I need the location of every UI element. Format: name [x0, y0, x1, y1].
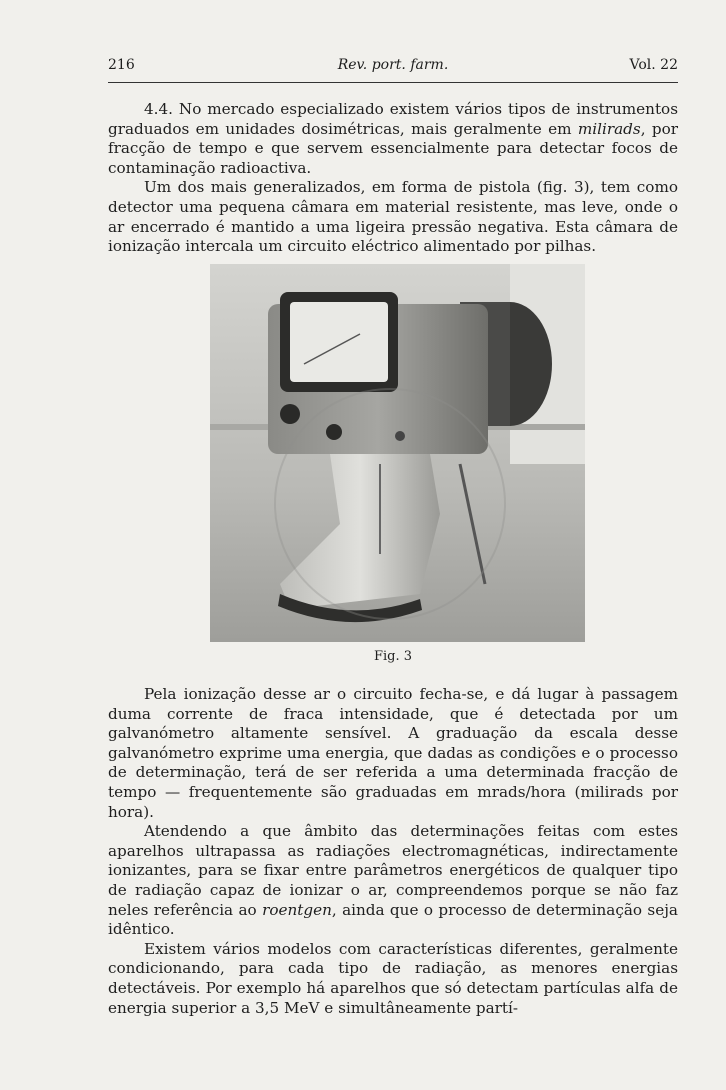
figure-photo	[210, 264, 585, 642]
paragraph: Atendendo a que âmbito das determinações feitas com estes aparelhos ultrapassa as radiações electromagnéticas, indirectamente ionizantes, para se fixar entre parâmetros energéticos de qualquer tipo de radiação capaz de ionizar o ar, compreendemos porque se não faz neles referência ao roentgen, ainda que o processo de determinação seja idêntico.	[108, 822, 678, 939]
paragraph: Existem vários modelos com características diferentes, geralmente condicionando, para cada tipo de radiação, as menores energias detectáveis. Por exemplo há aparelhos que só detectam partículas alfa de energia superior a 3,5 MeV e simultâneamente partí-	[108, 939, 678, 1017]
paragraph: 4.4. No mercado especializado existem vários tipos de instrumentos graduados em unidades dosimétricas, mais geralmente em milirads, por fracção de tempo e que servem essencialmente para detectar focos de contaminação radioactiva.	[108, 100, 679, 177]
running-header	[108, 57, 678, 79]
dosimeter-photo-icon	[210, 264, 585, 642]
body-text-top	[108, 100, 678, 257]
paragraph: Um dos mais generalizados, em forma de pistola (fig. 3), tem como detector uma pequena câmara em material resistente, mas leve, onde o ar encerrado é mantido a uma ligeira pressão negativa. Esta câmara de ionização intercala um circuito eléctrico alimentado por pilhas.	[108, 178, 678, 256]
journal-title: Rev. port. farm.	[337, 57, 449, 73]
page-number: 216	[108, 57, 135, 73]
body-text-bottom	[108, 685, 678, 1018]
paragraph: Pela ionização desse ar o circuito fecha-se, e dá lugar à passagem duma corrente de fraca intensidade, que é detectada por um galvanómetro altamente sensível. A graduação da escala desse galvanómetro exprime uma energia, que dadas as condições e o processo de determinação, terá de ser referida a uma determinada fracção de tempo — frequentemente são graduadas em mrads/hora (milirads por hora).	[108, 685, 678, 821]
figure-caption: Fig. 3	[373, 649, 413, 664]
volume-label: Vol. 22	[629, 57, 678, 73]
header-rule	[108, 82, 678, 83]
